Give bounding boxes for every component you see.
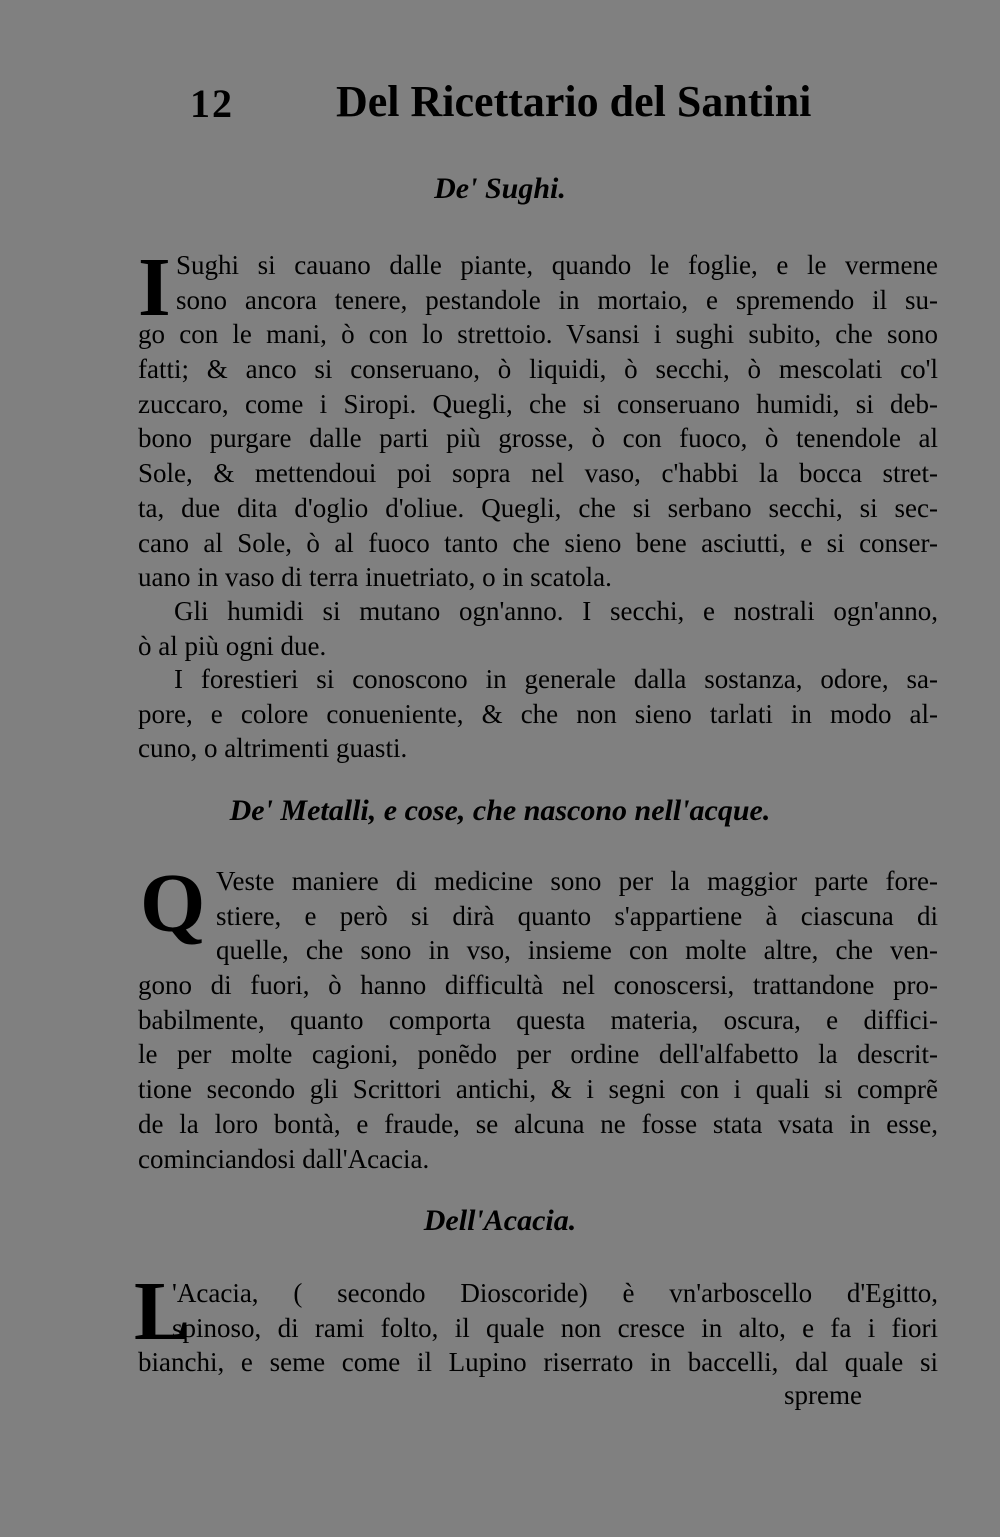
- page-number: 12: [190, 81, 234, 126]
- text-line: cuno, o altrimenti guasti.: [138, 733, 408, 764]
- text-line: ta, due dita d'oglio d'oliue. Quegli, che si serbano secchi, si sec-: [138, 492, 938, 523]
- text-line: 'Acacia, ( secondo Dioscoride) è vn'arboscello d'Egitto,: [172, 1278, 938, 1308]
- text-line: uano in vaso di terra inuetriato, o in scatola.: [138, 562, 612, 593]
- text-line: cano al Sole, ò al fuoco tanto che sieno bene asciutti, e si conser-: [138, 527, 938, 558]
- text-line: I forestieri si conoscono in generale dalla sostanza, odore, sa-: [174, 664, 938, 694]
- page-header: [180, 72, 812, 132]
- section-heading-sughi: De' Sughi.: [434, 172, 566, 205]
- text-line: ò al più ogni due.: [138, 630, 327, 661]
- text-line: cominciandosi dall'Acacia.: [138, 1143, 430, 1174]
- text-line: le per molte cagioni, ponẽdo per ordine dell'alfabetto la descrit-: [138, 1039, 938, 1070]
- text-line: Sole, & mettendoui poi sopra nel vaso, c'habbi la bocca stret-: [138, 458, 938, 489]
- text-line: sono ancora tenere, pestandole in mortaio, e spremendo il su-: [176, 284, 938, 315]
- text-line: spinoso, di rami folto, il quale non cresce in alto, e fa i fiori: [172, 1312, 938, 1343]
- text-line: bianchi, e seme come il Lupino riserrato in baccelli, dal quale si: [138, 1347, 938, 1378]
- paragraph-sughi-1: [138, 241, 938, 595]
- text-line: Gli humidi si mutano ogn'anno. I secchi, e nostrali ogn'anno,: [174, 596, 938, 626]
- paragraph-metalli: [138, 857, 938, 1176]
- text-line: de la loro bontà, e fraude, se alcuna ne fosse stata vsata in esse,: [138, 1108, 938, 1139]
- section-heading-metalli: De' Metalli, e cose, che nascono nell'acque.: [229, 794, 771, 827]
- text-line: fatti; & anco si conseruano, ò liquidi, ò secchi, ò mescolati co'l: [138, 354, 938, 385]
- text-line: babilmente, quanto comporta questa materia, oscura, e diffici-: [138, 1004, 938, 1035]
- dropcap-i: I: [138, 241, 171, 334]
- text-line: pore, e colore conueniente, & che non sieno tarlati in modo al-: [138, 698, 938, 729]
- paragraph-sughi-2: [138, 594, 938, 663]
- catchword: spreme: [784, 1380, 862, 1410]
- text-line: bono purgare dalle parti più grosse, ò con fuoco, ò tenendole al: [138, 423, 938, 454]
- text-line: go con le mani, ò con lo strettoio. Vsansi i sughi subito, che sono: [138, 319, 938, 350]
- text-line: stiere, e però si dirà quanto s'appartiene à ciascuna di: [216, 900, 938, 931]
- paragraph-acacia: [138, 1276, 938, 1380]
- text-line: tione secondo gli Scrittori antichi, & i segni con i quali si comprẽ: [138, 1074, 938, 1105]
- running-title: Del Ricettario del Santini: [336, 77, 812, 126]
- text-line: Veste maniere di medicine sono per la maggior parte fore-: [216, 866, 938, 896]
- paragraph-sughi-3: [138, 662, 938, 766]
- text-line: Sughi si cauano dalle piante, quando le foglie, e le vermene: [176, 250, 938, 280]
- text-line: gono di fuori, ò hanno difficultà nel conoscersi, trattandone pro-: [138, 970, 938, 1001]
- text-line: quelle, che sono in vso, insieme con molte altre, che ven-: [216, 935, 938, 966]
- dropcap-l: L: [134, 1265, 191, 1358]
- section-heading-acacia: Dell'Acacia.: [423, 1204, 577, 1237]
- dropcap-q: Q: [140, 857, 206, 950]
- text-line: zuccaro, come i Siropi. Quegli, che si conseruano humidi, si deb-: [138, 388, 938, 419]
